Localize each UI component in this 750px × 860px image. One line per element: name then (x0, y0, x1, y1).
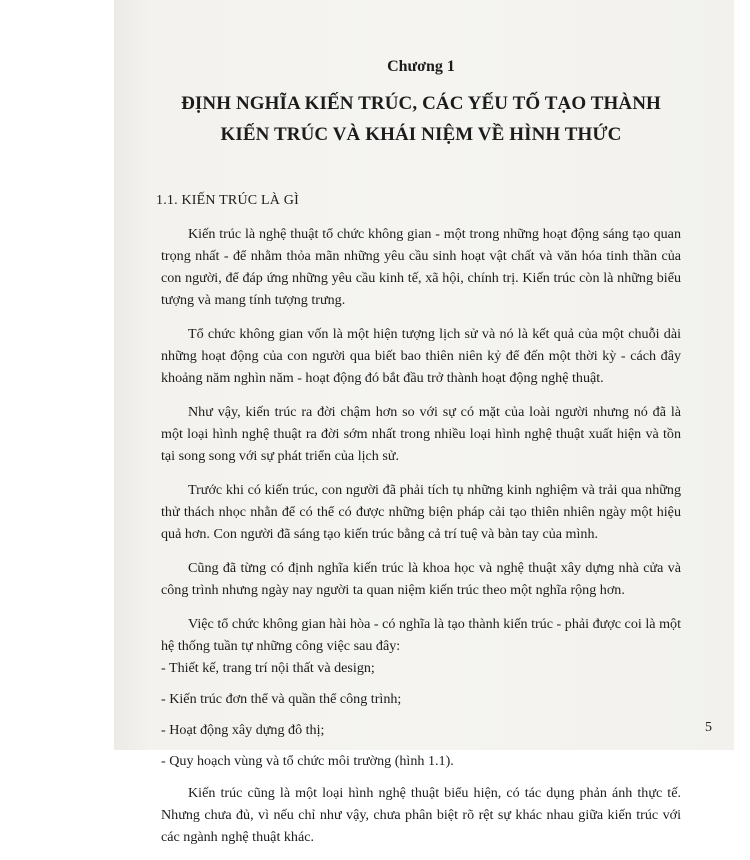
paragraph-6: Việc tổ chức không gian hài hòa - có nghĩa là tạo thành kiến trúc - phải được coi là một hệ thống tuần tự những công việc sau đây: (161, 616, 681, 654)
list-item: - Thiết kế, trang trí nội thất và design; (161, 660, 375, 676)
paragraph-2: Tổ chức không gian vốn là một hiện tượng lịch sử và nó là kết quả của một chuỗi dài những hoạt động của con người qua biết bao thiên niên kỷ để đến một thời kỳ - cách đây khoảng năm nghìn năm - hoạt động đó bắt đầu trở thành hoạt động nghệ thuật. (161, 326, 681, 386)
paragraph-3: Như vậy, kiến trúc ra đời chậm hơn so với sự có mặt của loài người nhưng nó đã là một loại hình nghệ thuật ra đời sớm nhất trong nhiều loại hình nghệ thuật xuất hiện và tồn tại song song với sự phát triển của lịch sử. (161, 404, 681, 464)
section-heading: 1.1. KIẾN TRÚC LÀ GÌ (156, 193, 299, 208)
paragraph-5: Cũng đã từng có định nghĩa kiến trúc là khoa học và nghệ thuật xây dựng nhà cửa và công trình nhưng ngày nay người ta quan niệm kiến trúc theo một nghĩa rộng hơn. (161, 560, 681, 598)
list-item: - Hoạt động xây dựng đô thị; (161, 722, 325, 738)
page-number: 5 (705, 720, 712, 735)
task-list (161, 657, 681, 772)
list-item: - Quy hoạch vùng và tổ chức môi trường (hình 1.1). (161, 753, 454, 769)
list-item: - Kiến trúc đơn thể và quần thể công trình; (161, 691, 402, 707)
chapter-title-line-2: KIẾN TRÚC VÀ KHÁI NIỆM VỀ HÌNH THỨC (220, 124, 622, 145)
paragraph-4: Trước khi có kiến trúc, con người đã phải tích tụ những kinh nghiệm và trải qua những thử thách nhọc nhằn để có thể có được những biện pháp cải tạo thiên nhiên ngày một hiệu quả hơn. Con người đã sáng tạo kiến trúc bằng cả trí tuệ và bàn tay của mình. (161, 482, 681, 542)
chapter-title-line-1: ĐỊNH NGHĨA KIẾN TRÚC, CÁC YẾU TỐ TẠO THÀNH (181, 93, 661, 114)
closing-paragraph: Kiến trúc cũng là một loại hình nghệ thuật biểu hiện, có tác dụng phản ánh thực tế. Nhưng chưa đủ, vì nếu chỉ như vậy, chưa phân biệt rõ rệt sự khác nhau giữa kiến trúc với các ngành nghệ thuật khác. (161, 785, 681, 845)
paragraph-1: Kiến trúc là nghệ thuật tổ chức không gian - một trong những hoạt động sáng tạo quan trọng nhất - để nhằm thỏa mãn những yêu cầu sinh hoạt vật chất và văn hóa tinh thần của con người, để đáp ứng những yêu cầu kinh tế, xã hội, chính trị. Kiến trúc còn là những biểu tượng và mang tính tượng trưng. (161, 226, 681, 308)
chapter-label: Chương 1 (387, 58, 455, 75)
book-page (114, 0, 734, 845)
page-content (156, 58, 681, 860)
chapter-title (161, 88, 681, 150)
